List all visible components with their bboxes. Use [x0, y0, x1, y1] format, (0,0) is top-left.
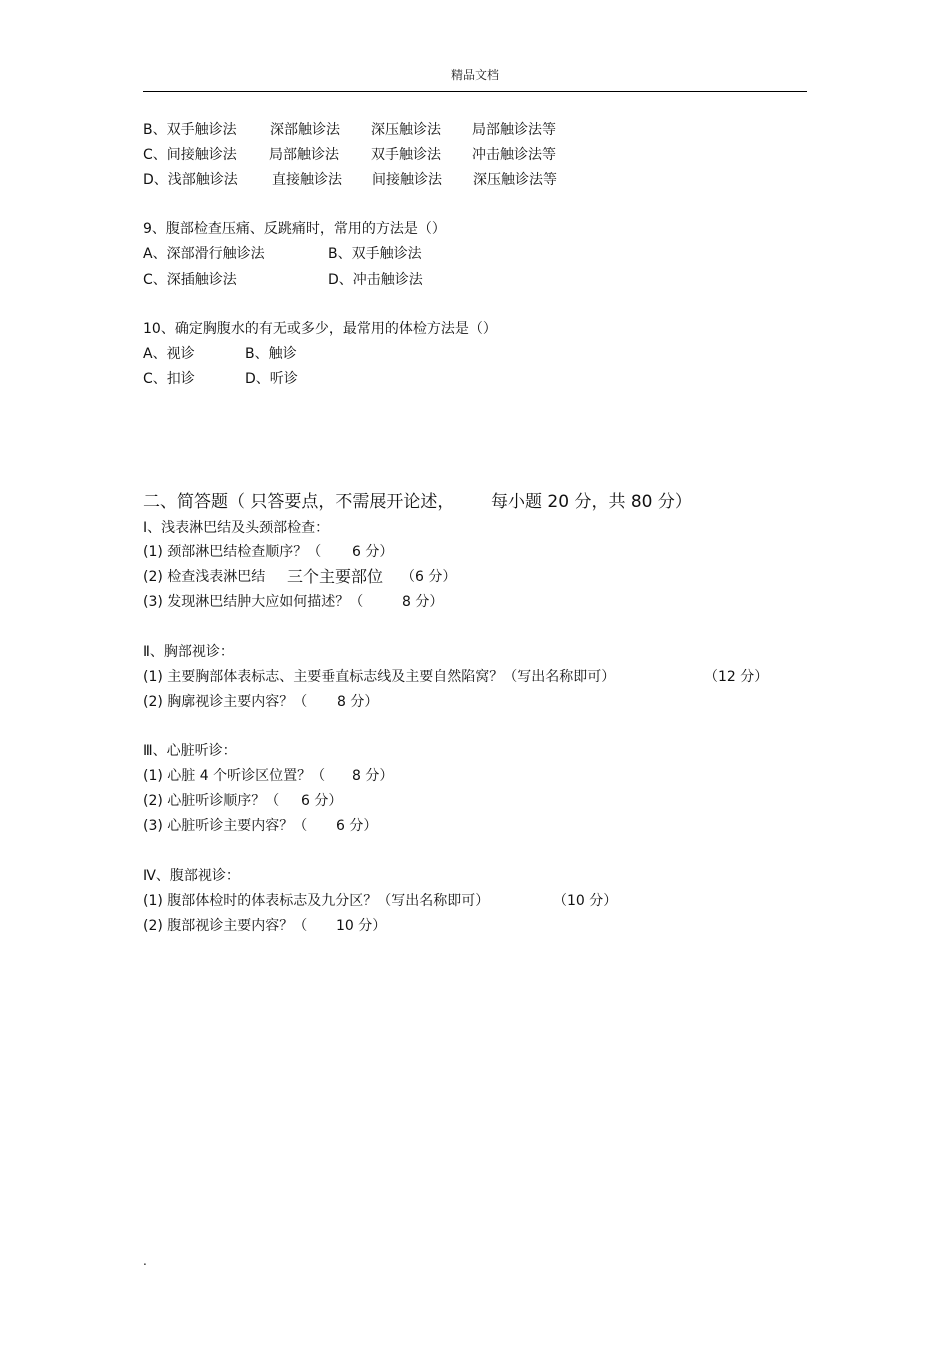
- q8-option-b3: 深压触诊法: [371, 122, 441, 138]
- q8-option-d4: 深压触诊法等: [473, 172, 557, 188]
- q9-option-c: C、深插触诊法: [143, 272, 237, 288]
- group-heading: Ⅰ、浅表淋巴结及头颈部检查：: [143, 520, 330, 536]
- q8-option-d2: 直接触诊法: [272, 172, 342, 188]
- question-score: 6 分）: [336, 818, 378, 834]
- question-score: 8 分）: [352, 768, 394, 784]
- q8-option-c1: C、间接触诊法: [143, 147, 237, 163]
- question-text: (1) 颈部淋巴结检查顺序？（: [143, 544, 322, 560]
- group-heading: Ⅱ、胸部视诊：: [143, 644, 234, 660]
- question-emphasis: 三个主要部位: [287, 567, 384, 586]
- question-score: （6 分）: [401, 569, 457, 585]
- q9-question: 9、腹部检查压痛、反跳痛时，常用的方法是（）: [143, 221, 446, 237]
- q10-option-a: A、视诊: [143, 346, 195, 362]
- q10-option-b: B、触诊: [245, 346, 297, 362]
- page-header: 精品文档: [450, 68, 499, 82]
- question-score: （12 分）: [704, 669, 769, 685]
- section-title-part1: 二、简答题（ 只答要点，不需展开论述，: [143, 492, 455, 512]
- q10-option-c: C、扣诊: [143, 371, 195, 387]
- footer-mark: .: [143, 1254, 147, 1268]
- question-text: (2) 检查浅表淋巴结: [143, 569, 266, 585]
- question-score: 8 分）: [337, 694, 379, 710]
- q8-option-c4: 冲击触诊法等: [472, 147, 556, 163]
- question-text: (1) 心脏 4 个听诊区位置？（: [143, 768, 326, 784]
- question-score: 10 分）: [336, 918, 387, 934]
- question-score: 8 分）: [402, 594, 444, 610]
- q9-option-a: A、深部滑行触诊法: [143, 246, 265, 262]
- q9-option-b: B、双手触诊法: [328, 246, 422, 262]
- q8-option-b1: B、双手触诊法: [143, 122, 237, 138]
- section-title-part2: 每小题 20 分，共 80 分）: [491, 492, 692, 512]
- group-heading: Ⅳ、腹部视诊：: [143, 868, 240, 884]
- header-rule: [143, 91, 807, 92]
- question-text: (3) 心脏听诊主要内容？（: [143, 818, 308, 834]
- question-text: (1) 腹部体检时的体表标志及九分区？（写出名称即可）: [143, 893, 490, 909]
- q8-option-c3: 双手触诊法: [371, 147, 441, 163]
- q8-option-d1: D、浅部触诊法: [143, 172, 238, 188]
- question-score: （10 分）: [553, 893, 618, 909]
- question-text: (1) 主要胸部体表标志、主要垂直标志线及主要自然陷窝？（写出名称即可）: [143, 669, 616, 685]
- q8-option-d3: 间接触诊法: [372, 172, 442, 188]
- question-text: (2) 心脏听诊顺序？（: [143, 793, 280, 809]
- question-text: (2) 腹部视诊主要内容？（: [143, 918, 308, 934]
- q9-option-d: D、冲击触诊法: [328, 272, 423, 288]
- group-heading: Ⅲ、心脏听诊：: [143, 743, 237, 759]
- question-text: (3) 发现淋巴结肿大应如何描述？（: [143, 594, 364, 610]
- q10-option-d: D、听诊: [245, 371, 298, 387]
- question-score: 6 分）: [301, 793, 343, 809]
- q10-question: 10、确定胸腹水的有无或多少，最常用的体检方法是（）: [143, 321, 497, 337]
- question-score: 6 分）: [352, 544, 394, 560]
- q8-option-b2: 深部触诊法: [270, 122, 340, 138]
- q8-option-c2: 局部触诊法: [269, 147, 339, 163]
- q8-option-b4: 局部触诊法等: [472, 122, 556, 138]
- question-text: (2) 胸廓视诊主要内容？（: [143, 694, 308, 710]
